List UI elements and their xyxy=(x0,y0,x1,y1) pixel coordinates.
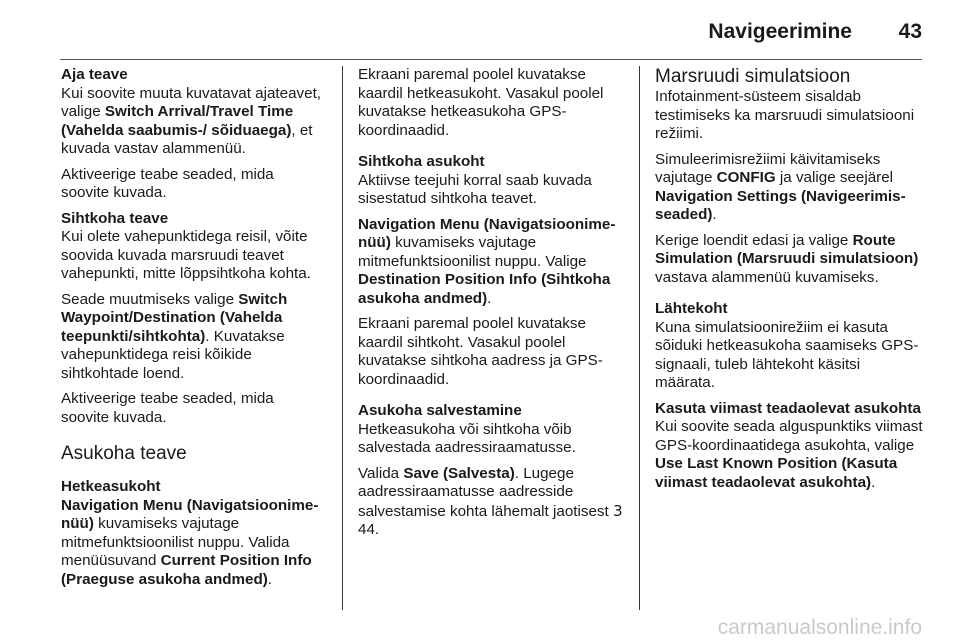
subheading-sihtkoha-asukoht: Sihtkoha asukoht xyxy=(358,153,485,170)
paragraph xyxy=(61,85,326,159)
paragraph xyxy=(655,418,923,492)
text: Simuleerimisrežiimi käivitamiseks vajutage xyxy=(655,150,881,186)
section-heading-asukoha-teave: Asukoha teave xyxy=(61,443,187,464)
paragraph xyxy=(655,232,923,288)
menu-option: Route Simulation (Marsruudi simulatsioon) xyxy=(655,231,919,267)
paragraph: Aktiveerige teabe seaded, mida soovite kuvada. xyxy=(61,165,274,201)
text: Kui soovite seada alguspunktiks viimast GPS-koordinaatidega asukohta, valige xyxy=(655,418,923,454)
text: . Kuvatakse vahepunktidega reisi kõikide sihtkohtade loend. xyxy=(61,327,285,382)
section-heading-marsruudi-simulatsioon: Marsruudi simulatsioon xyxy=(655,66,851,87)
paragraph: Hetkeasukoha või sihtkoha võib salvestada aadressiraamatusse. xyxy=(358,420,576,456)
button-label: CONFIG xyxy=(716,169,776,186)
watermark: carmanualsonline.info xyxy=(717,616,922,639)
text: . xyxy=(267,570,273,588)
cross-reference-link[interactable]: 44. xyxy=(358,521,380,538)
header-divider xyxy=(60,59,922,60)
paragraph: Aktiivse teejuhi korral saab kuvada sisestatud sihtkoha teavet. xyxy=(358,171,592,207)
menu-option: Destination Position Info (Sihtkoha asukoha andmed) xyxy=(358,271,611,307)
text: Kui soovite muuta kuvatavat ajateavet, valige xyxy=(61,84,322,120)
text: Valida xyxy=(358,464,404,482)
paragraph: Kuna simulatsioonirežiim ei kasuta sõiduki hetkeasukoha saamiseks GPS-signaali, tuleb lähtekoht käsitsi määrata. xyxy=(655,318,919,391)
menu-option: Switch Arrival/Travel Time (Vahelda saabumis-/ sõiduaega) xyxy=(61,103,294,139)
paragraph xyxy=(655,151,923,225)
menu-option: Save (Salvesta) xyxy=(403,464,515,482)
menu-option: Use Last Known Position (Kasuta viimast teadaolevat asukohta) xyxy=(655,455,898,491)
text: Kerige loendit edasi ja valige xyxy=(655,231,853,249)
paragraph: Aktiveerige teabe seaded, mida soovite kuvada. xyxy=(61,390,274,426)
text: kuvamiseks vajutage mitmefunktsioonilist nuppu. Valida menüüsuvand xyxy=(61,515,290,569)
page-header xyxy=(0,0,960,60)
text: . xyxy=(487,289,492,307)
subheading-kasuta-viimast: Kasuta viimast teadaolevat asukohta xyxy=(655,399,921,417)
menu-option: Navigation Menu (Navigatsioonime-nüü) xyxy=(61,496,319,532)
column-divider-2 xyxy=(639,66,640,610)
menu-option: Current Position Info (Praeguse asukoha andmed) xyxy=(61,552,312,588)
menu-option: Navigation Settings (Navigeerimis-seaded) xyxy=(655,187,906,223)
column-2 xyxy=(358,66,624,547)
subheading-sihtkoha-teave: Sihtkoha teave xyxy=(61,209,169,227)
paragraph: Ekraani paremal poolel kuvatakse kaardil hetkeasukoht. Vasakul poolel kuvatakse hetkeasukoha GPS-koordinaadid. xyxy=(358,66,604,139)
menu-option: Switch Waypoint/Destination (Vahelda teepunkti/sihtkohta) xyxy=(61,290,288,345)
paragraph: Kui olete vahepunktidega reisil, võite soovida kuvada marsruudi teavet vahepunkti, mitte lõppsihtkoha kohta. xyxy=(61,228,311,282)
text: Seade muutmiseks valige xyxy=(61,290,239,308)
text: , et kuvada vastav alammenüü. xyxy=(61,121,313,157)
cross-reference-icon: 3 xyxy=(612,501,623,520)
paragraph xyxy=(61,291,326,384)
paragraph xyxy=(358,216,624,309)
column-1 xyxy=(61,66,326,596)
subheading-aja-teave: Aja teave xyxy=(61,66,128,83)
subheading-hetkeasukoht: Hetkeasukoht xyxy=(61,478,161,495)
subheading-lahtekoht: Lähtekoht xyxy=(655,300,728,317)
text: kuvamiseks vajutage mitmefunktsioonilist nuppu. Valige xyxy=(358,234,587,270)
paragraph: Infotainment-süsteem sisaldab testimiseks ka marsruudi simulatsiooni režiimi. xyxy=(655,88,915,142)
paragraph xyxy=(61,497,326,590)
paragraph xyxy=(358,465,624,540)
page-number: 43 xyxy=(898,20,922,43)
page-title: Navigeerimine xyxy=(708,20,852,43)
subheading-asukoha-salvestamine: Asukoha salvestamine xyxy=(358,402,522,419)
text: . xyxy=(871,473,876,491)
text: vastava alammenüü kuvamiseks. xyxy=(655,268,879,286)
text: . Lugege aadressiraamatusse aadresside salvestamise kohta lähemalt jaotisest xyxy=(358,464,613,520)
menu-option: Navigation Menu (Navigatsioonime-nüü) xyxy=(358,215,616,251)
text: ja valige seejärel xyxy=(775,169,894,186)
column-divider-1 xyxy=(342,66,343,610)
column-3 xyxy=(655,66,923,499)
text: . xyxy=(712,206,717,223)
paragraph: Ekraani paremal poolel kuvatakse kaardil sihtkoht. Vasakul poolel kuvatakse sihtkoha aadress ja GPS-koordinaadid. xyxy=(358,315,603,388)
